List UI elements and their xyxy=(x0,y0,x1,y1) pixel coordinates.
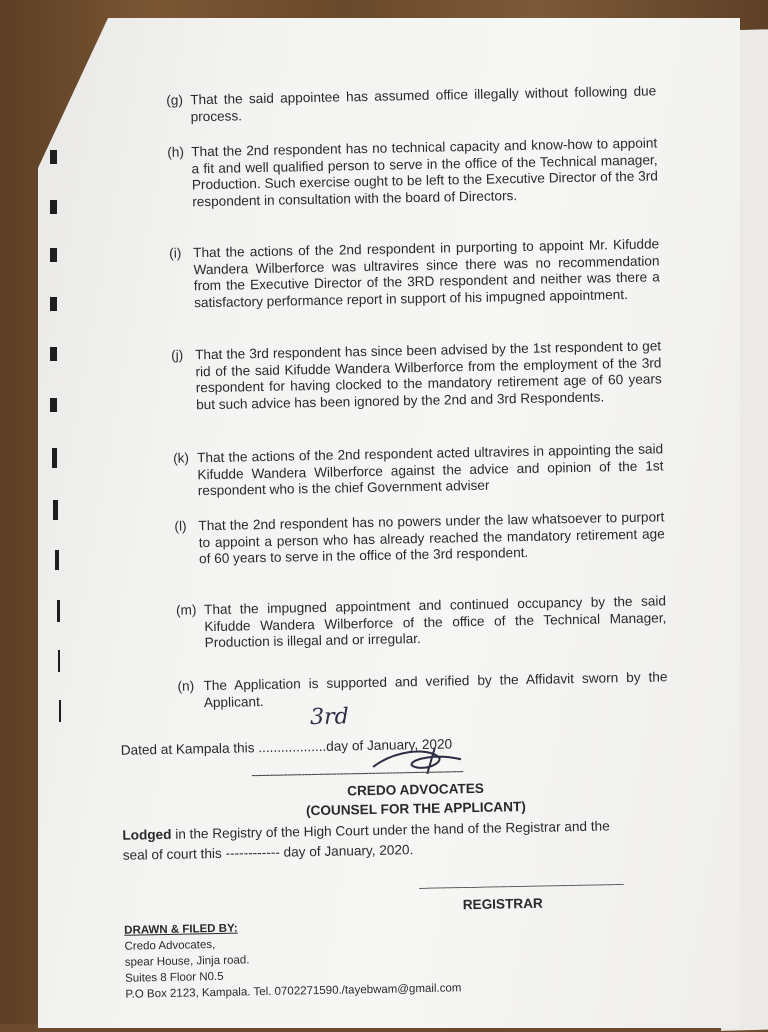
drawn-filed-line: Credo Advocates, xyxy=(124,939,216,953)
drawn-filed-line: Suites 8 Floor N0.5 xyxy=(125,970,224,985)
clause-text: The Application is supported and verified by the Affidavit sworn by the Applicant. xyxy=(203,669,668,710)
drawn-filed-heading: DRAWN & FILED BY: xyxy=(124,922,238,937)
clause-label: (l) xyxy=(174,518,187,534)
handwritten-day: 3rd xyxy=(309,704,350,731)
firm-role: (COUNSEL FOR THE APPLICANT) xyxy=(305,799,526,819)
clause-text: That the impugned appointment and continued occupancy by the said Kifudde Wandera Wilberforce of the office of the Technical Manager, Production is illegal and or irregular. xyxy=(203,593,667,651)
clause-j xyxy=(171,338,662,414)
clause-label: (g) xyxy=(166,92,184,108)
clause-l xyxy=(174,509,665,568)
registrar-signature-line: ___________________________ xyxy=(419,870,624,890)
clause-label: (j) xyxy=(171,347,184,363)
clause-text: That the actions of the 2nd respondent acted ultravires in appointing the said Kifudde Wandera Wilberforce against the advice and opinion of the 1st respondent who is the chief Government adviser xyxy=(197,441,664,499)
clause-text: That the 2nd respondent has no technical capacity and know-how to appoint a fit and well qualified person to serve in the office of the Technical manager, Production. Such exercise ought to be left to the Executive Director of the 3rd respondent in consultation with the board of Directors. xyxy=(191,135,658,210)
clause-label: (m) xyxy=(175,602,197,618)
clause-k xyxy=(173,441,664,500)
clause-text: That the actions of the 2nd respondent in purporting to appoint Mr. Kifudde Wandera Wilberforce was ultravires since there was no recommendation from the Executive Director of the 3RD respondent and neither was there a satisfactory performance report in support of his impugned appointment. xyxy=(193,236,660,311)
lodged-bold-word: Lodged xyxy=(122,826,172,843)
drawn-filed-line: spear House, Jinja road. xyxy=(124,954,250,969)
clause-g xyxy=(166,83,657,126)
registrar-label: REGISTRAR xyxy=(462,895,543,913)
clause-text: That the said appointee has assumed office illegally without following due process. xyxy=(190,83,657,124)
dated-line: Dated at Kampala this ..................day of January, 2020 xyxy=(120,736,453,758)
clause-label: (h) xyxy=(167,144,185,160)
signature-line: ------------------------------------------------------------ xyxy=(251,763,463,783)
clause-text: That the 3rd respondent has since been advised by the 1st respondent to get rid of the said Kifudde Wandera Wilberforce from the employment of the 3rd respondent for having clocked to the mandatory retirement age of 60 years but such advice has been ignored by the 2nd and 3rd Respondents. xyxy=(195,338,662,413)
drawn-filed-line: P.O Box 2123, Kampala. Tel. 0702271590./tayebwam@gmail.com xyxy=(125,982,462,1001)
clause-label: (k) xyxy=(173,450,190,466)
firm-name: CREDO ADVOCATES xyxy=(347,780,485,799)
lodged-line-1 xyxy=(122,818,610,844)
clause-n xyxy=(177,669,668,712)
lodged-line-2: seal of court this ------------ day of January, 2020. xyxy=(122,842,414,863)
clause-label: (i) xyxy=(169,245,182,261)
clause-m xyxy=(176,593,667,652)
clause-i xyxy=(169,236,660,312)
clause-h xyxy=(167,135,658,211)
clause-label: (n) xyxy=(177,678,195,694)
lodged-text: in the Registry of the High Court under the hand of the Registrar and the xyxy=(171,818,610,842)
clause-text: That the 2nd respondent has no powers under the law whatsoever to purport to appoint a person who has already reached the mandatory retirement age of 60 years to serve in the office of the 3rd respondent. xyxy=(198,509,665,567)
